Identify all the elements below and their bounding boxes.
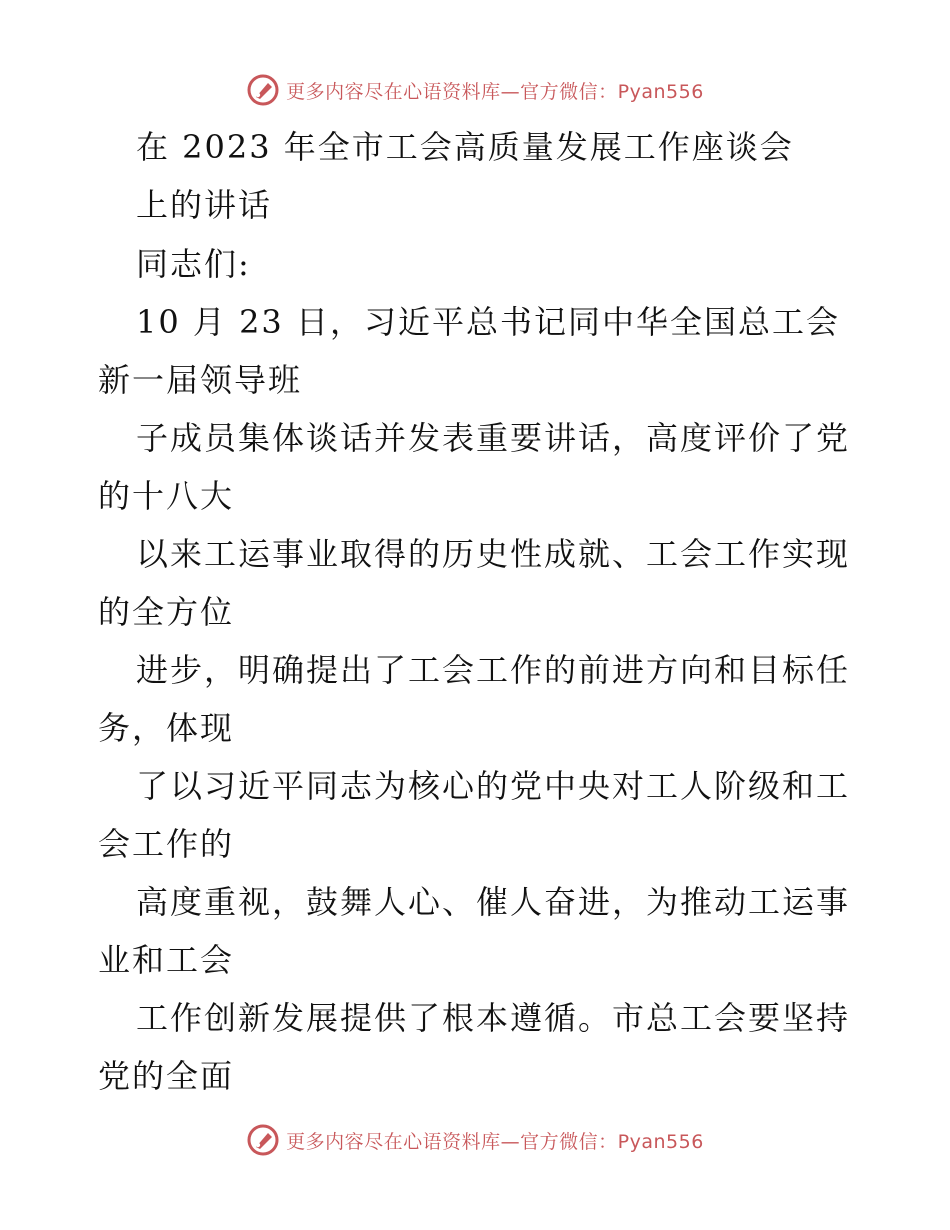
paragraph-line: 业和工会 [98,941,235,979]
footer-watermark [0,1120,950,1160]
paragraph-line: 以来工运事业取得的历史性成就、工会工作实现 [136,535,851,573]
paragraph-line: 了以习近平同志为核心的党中央对工人阶级和工 [136,767,851,805]
document-title-line-2: 上的讲话 [136,186,273,224]
paragraph-line: 工作创新发展提供了根本遵循。市总工会要坚持 [136,999,851,1037]
paragraph-line: 的十八大 [98,477,235,515]
paragraph-line: 党的全面 [98,1057,235,1095]
paragraph-line: 高度重视，鼓舞人心、催人奋进，为推动工运事 [136,883,851,921]
paragraph-line: 10 月 23 日，习近平总书记同中华全国总工会 [136,303,840,341]
watermark-text: 更多内容尽在心语资料库—官方微信：Pyan556 [286,1130,704,1153]
pen-nib-logo-icon [246,1123,280,1157]
paragraph-line: 的全方位 [98,593,235,631]
paragraph-line: 进步，明确提出了工会工作的前进方向和目标任 [136,651,851,689]
document-title-line-1: 在 2023 年全市工会高质量发展工作座谈会 [136,128,794,166]
paragraph-line: 务，体现 [98,709,235,747]
watermark-text: 更多内容尽在心语资料库—官方微信：Pyan556 [286,80,704,103]
salutation: 同志们: [136,245,251,283]
paragraph-line: 子成员集体谈话并发表重要讲话，高度评价了党 [136,419,851,457]
paragraph-line: 会工作的 [98,825,235,863]
paragraph-line: 新一届领导班 [98,361,303,399]
